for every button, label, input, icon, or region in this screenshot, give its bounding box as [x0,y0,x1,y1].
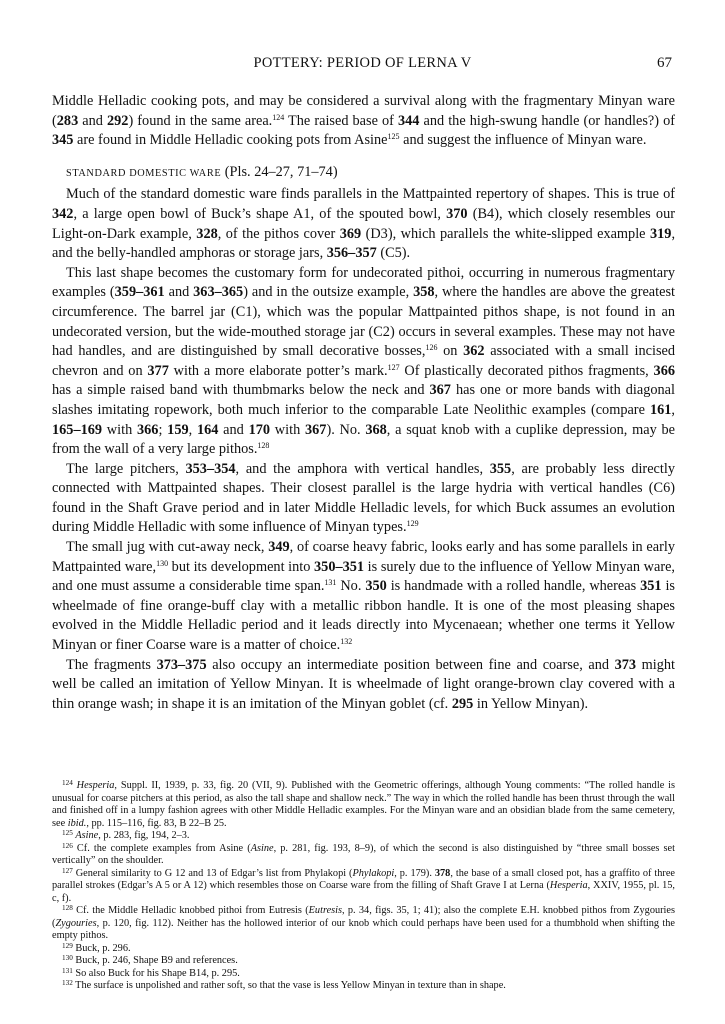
body-text [52,92,675,714]
footnote-129: $^{129}$ Buck, p. 296. [62,941,131,954]
running-title: POTTERY: PERIOD OF LERNA V [253,55,472,71]
section-heading [66,163,675,184]
paragraph-fragments: The fragments 373–375 also occupy an intermediate position between fine and coarse, and 373 might well be called an imitation of Yellow Minyan. It is wheelmade of light orange-brown clay covered with a thin orange wash; in shape it is an imitation of the Minyan goblet (cf. 295 in Yellow Minyan). [52,656,675,712]
footnote-126: $^{126}$ Cf. the complete examples from Asine (Asine, p. 281, fig. 193, 8–9), of which the second is also distinguished by “three small bosses set vertically” on the shoulder. [52,841,675,866]
footnotes [52,780,675,993]
paragraph-standard-ware: Much of the standard domestic ware finds parallels in the Mattpainted repertory of shapes. This is true of 342, a large open bowl of Buck’s shape A1, of the spouted bowl, 370 (B4), which closely resembles our Light-on-Dark example, 328, of the pithos cover 369 (D3), which parallels the white-slipped example 319, and the belly-handled amphoras or storage jars, 356–357 (C5). [52,186,676,262]
footnote-131: $^{131}$ So also Buck for his Shape B14, p. 295. [62,966,240,979]
page-header [0,55,725,77]
paragraph-small-jug: The small jug with cut-away neck, 349, of coarse heavy fabric, looks early and has some parallels in early Mattpainted ware,$^{130}$ but its development into 350–351 is surely due to the influence of Yellow Minyan ware, and one must assume a considerable time span.$^{131}$ No. 350 is handmade with a rolled handle, whereas 351 is wheelmade of fine orange-buff clay with a metallic ribbon handle. It is one of the most pleasing shapes evolved in the Middle Helladic period and it leads directly into Mycenaean; whether one terms it Yellow Minyan or finer Coarse ware is a matter of choice.$^{132}$ [52,539,675,654]
paragraph-pitchers: The large pitchers, 353–354, and the amphora with vertical handles, 355, are probably less directly connected with Mattpainted shapes. Their closest parallel is the large hydria with vertical handles (C6) found in the Shaft Grave period and in later Middle Helladic levels, for which Buck assumes an evolution during Middle Helladic with some influence of Minyan types.$^{129}$ [52,460,675,536]
footnote-127: $^{127}$ General similarity to G 12 and 13 of Edgar’s list from Phylakopi (Phylakopi, p. 179). 378, the base of a small closed pot, has a graffito of three parallel strokes (Edgar’s A 5 or A 12) which resembles those on Coarse ware from the filling of Shaft Grave I at Lerna (Hesperia, XXIV, 1955, pl. 15, c, f). [52,866,675,904]
footnote-128: $^{128}$ Cf. the Middle Helladic knobbed pithoi from Eutresis (Eutresis, p. 34, figs. 35, 1; 41); also the complete E.H. knobbed pithos from Zygouries (Zygouries, p. 120, fig. 112). Neither has the hollowed interior of our knob which could perhaps have been used for a thumbhold when shifting the empty pithos. [52,904,675,941]
paragraph-cooking-pots: Middle Helladic cooking pots, and may be considered a survival along with the fragmentary Minyan ware (283 and 292) found in the same area.$^{124}$ The raised base of 344 and the high-swung handle (or handles?) of 345 are found in Middle Helladic cooking pots from Asine$^{125}$ and suggest the influence of Minyan ware. [52,93,675,149]
section-heading-title: STANDARD DOMESTIC WARE [66,167,222,179]
page-number: 67 [657,55,672,71]
footnote-125: $^{125}$ Asine, p. 283, fig, 194, 2–3. [62,829,190,841]
footnote-132: $^{132}$ The surface is unpolished and rather soft, so that the vase is less Yellow Minyan in texture than in shape. [62,979,506,991]
footnote-124: $^{124}$ Hesperia, Suppl. II, 1939, p. 33, fig. 20 (VII, 9). Published with the Geometric offerings, although Young comments: “The rolled handle is unusual for coarse pitchers at this period, as also the tall shape and shallow neck.” The way in which the rolled handle has been thrust through the wall and finished off in a lumpy fashion agrees with other Middle Helladic examples. For the Minyan ware and an obsidian blade from the same cemetery, see ibid., pp. 115–116, fig. 83, B 22–B 25. [52,779,675,829]
section-heading-plates: (Pls. 24–27, 71–74) [224,163,338,180]
footnote-130: $^{130}$ Buck, p. 246, Shape B9 and references. [62,954,238,966]
paragraph-pithoi: This last shape becomes the customary form for undecorated pithoi, occurring in numerous fragmentary examples (359–361 and 363–365) and in the outsize example, 358, where the handles are above the greatest circumference. The barrel jar (C1), which was the popular Mattpainted pithos shape, is not found in an undecorated version, but the wide-mouthed storage jar (C2) occurs in several examples. These may not have had handles, and are distinguished by small decorative bosses,$^{126}$ on 362 associated with a small incised chevron and on 377 with a more elaborate potter’s mark.$^{127}$ Of plastically decorated pithos fragments, 366 has a simple raised band with thumbmarks below the neck and 367 has one or more bands with diagonal slashes imitating ropework, both much inferior to the comparable Late Neolithic examples (compare 161, 165–169 with 366; 159, 164 and 170 with 367). No. 368, a squat knob with a cuplike depression, may be from the wall of a very large pithos.$^{128}$ [52,264,676,458]
